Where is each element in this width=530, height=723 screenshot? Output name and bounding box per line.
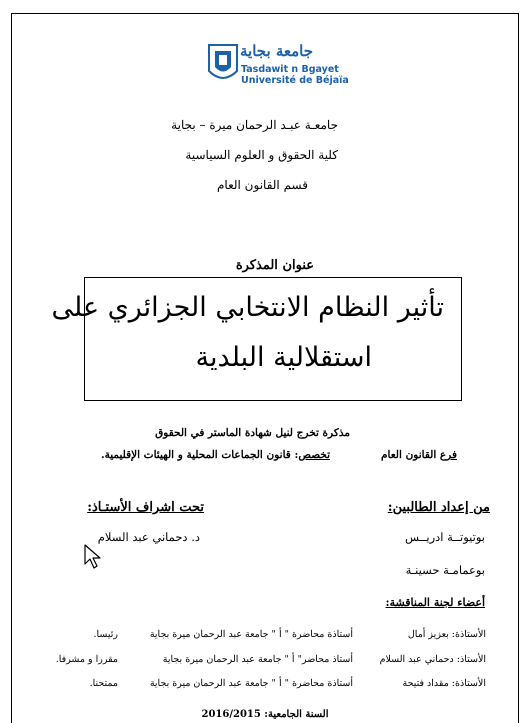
branch-prefix: فرع [439, 449, 457, 461]
logo-arabic-name: جامعة بجاية [240, 42, 314, 60]
university-name: جامعـة عبـد الرحمان ميرة – بجاية [171, 118, 338, 132]
jury-member-role: ممتحنا. [89, 678, 118, 689]
supervisor-name: د. دحماني عبد السلام [97, 530, 200, 544]
jury-member-name: الأستاذة: مقداد فتيحة [402, 678, 486, 689]
branch-value: القانون العام [381, 449, 440, 461]
spec-prefix: تخصص [298, 449, 330, 461]
spec-value: : قانون الجماعات المحلية و الهيئات الإقليمية. [100, 449, 299, 461]
specialization-line [101, 449, 330, 461]
jury-member-role: رئيسا. [93, 629, 118, 640]
jury-member-rank: أستاذ محاضر" أ " جامعة عبد الرحمان ميرة بجاية [162, 654, 353, 665]
students-label: من إعداد الطالبين: [387, 500, 490, 515]
student-name-1: بوتيوتــة ادريــس [405, 530, 485, 544]
thesis-title-line-1: تأثير النظام الانتخابي الجزائري على [51, 292, 444, 323]
student-name-2: بوعمامـة حسينـة [405, 563, 485, 577]
jury-member-name: الأستاذ: دحماني عبد السلام [379, 654, 486, 665]
memo-description: مذكرة تخرج لنيل شهادة الماستر في الحقوق [155, 427, 350, 439]
faculty-name: كلية الحقوق و العلوم السياسية [185, 148, 338, 162]
jury-member-rank: أستاذة محاضرة " أ " جامعة عبد الرحمان ميرة بجاية [149, 678, 353, 689]
logo-line-2: Université de Béjaïa [241, 75, 349, 86]
jury-member-name: الأستاذة: بعزيز أمال [407, 629, 486, 640]
jury-member-rank: أستاذة محاضرة " أ " جامعة عبد الرحمان ميرة بجاية [149, 629, 353, 640]
thesis-title-line-2: استقلالية البلدية [195, 342, 372, 373]
mouse-pointer-icon [84, 544, 104, 570]
branch-line [381, 449, 457, 461]
department-name: قسم القانون العام [217, 178, 308, 192]
logo-line-1: Tasdawit n Bgayet [241, 64, 339, 75]
title-label: عنوان المذكرة [235, 258, 314, 273]
supervisor-label: تحت اشراف الأستـاذ: [87, 500, 204, 515]
jury-label: أعضاء لجنة المناقشة: [385, 596, 485, 609]
jury-member-role: مقررا و مشرفا. [55, 654, 118, 665]
academic-year: السنة الجامعية: 2016/2015 [201, 709, 329, 720]
